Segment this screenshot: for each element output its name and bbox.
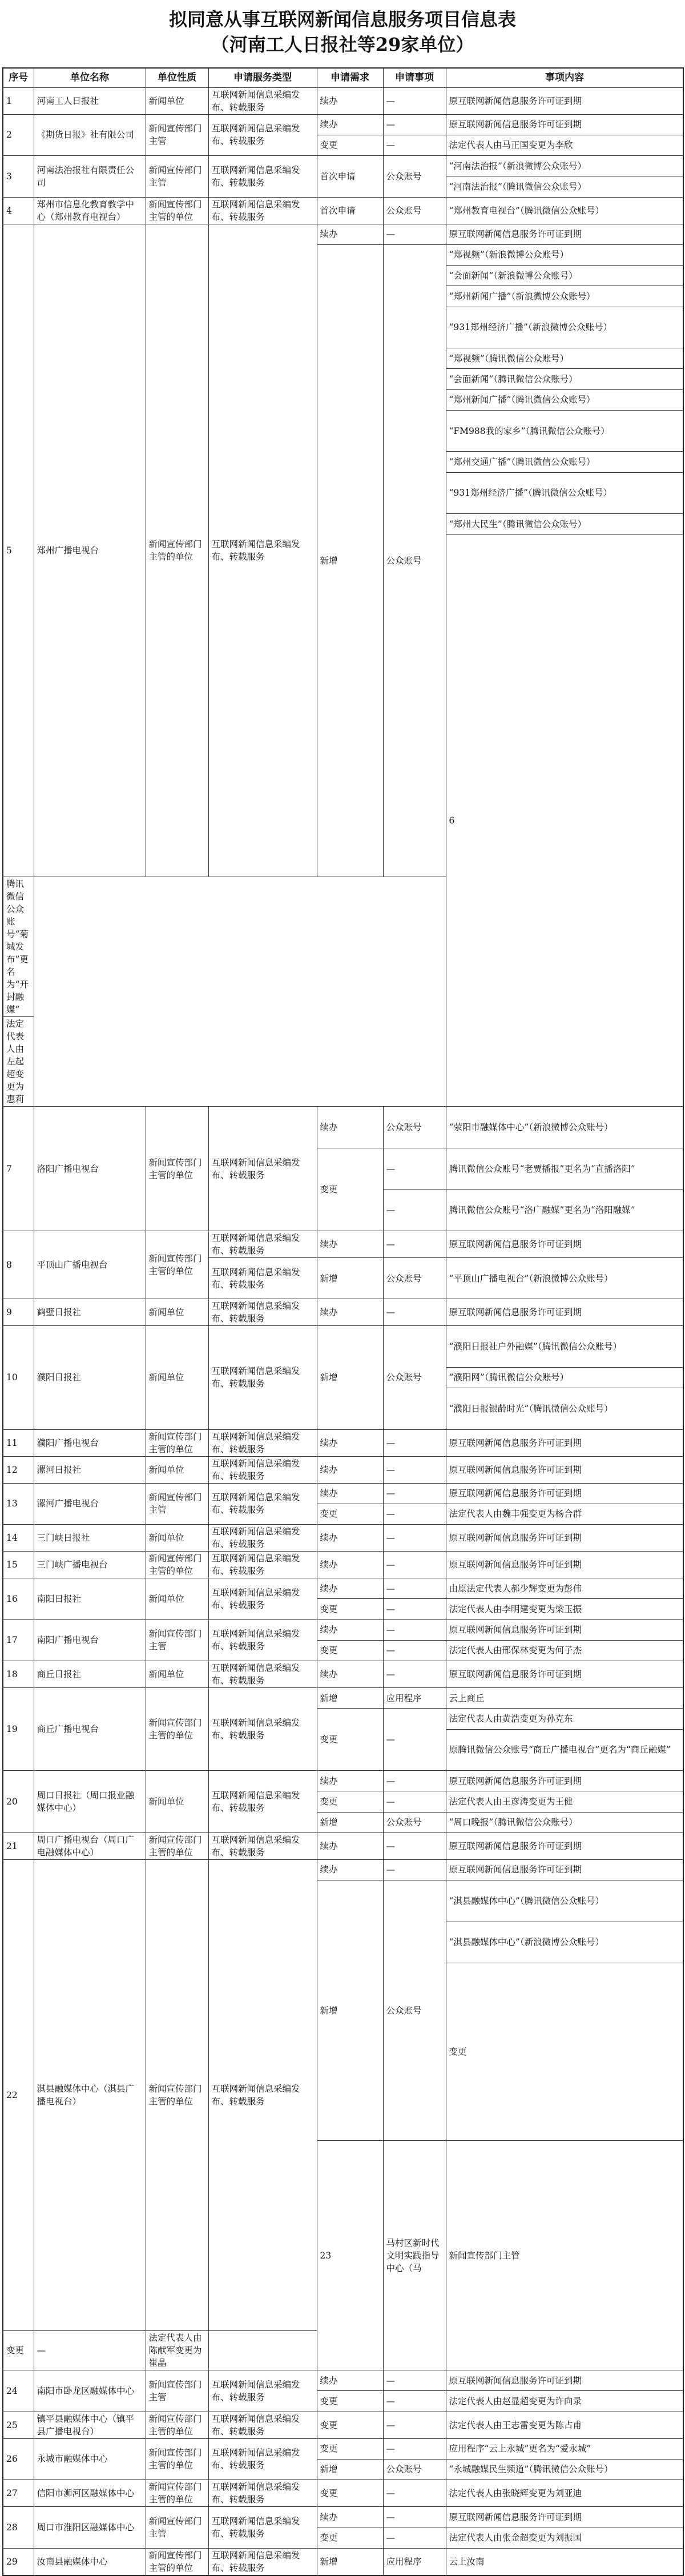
table-cell: 变更 [317,1709,383,1771]
table-cell: 应用程序“云上永城”更名为“爱永城” [446,2438,683,2459]
table-cell: — [383,2438,446,2459]
table-cell: 变更 [317,1599,383,1619]
table-cell: 新闻宣传部门主管 [146,1619,208,1661]
table-cell: 续办 [317,1483,383,1504]
table-cell: 新闻单位 [146,1299,208,1326]
table-cell: 法定代表人由陈献军变更为崔晶 [146,2331,208,2370]
table-cell: 新闻宣传部门主管的单位 [146,224,208,877]
table-cell: 续办 [317,2370,383,2391]
table-row [3,1456,683,1483]
table-cell: 续办 [317,1552,383,1578]
table-row [3,1231,683,1257]
table-cell: 续办 [317,1661,383,1688]
table-cell: 原腾讯微信公众账号“商丘广播电视台”更名为“商丘融媒” [446,1729,683,1771]
table-cell: 法定代表人由魏丰强变更为杨合群 [446,1504,683,1524]
table-cell: 郑州市信息化教育教学中心（郑州教育电视台） [34,197,146,224]
table-cell: 互联网新闻信息采编发布、转载服务 [208,1429,317,1456]
table-cell: 互联网新闻信息采编发布、转载服务 [208,1299,317,1326]
table-cell: 应用程序 [383,1688,446,1709]
table-cell: 信阳市浉河区融媒体中心 [34,2480,146,2507]
table-cell: 法定代表人由邢保林变更为何子杰 [446,1640,683,1661]
table-row [3,2480,683,2507]
table-cell: 公众账号 [383,1880,446,2141]
table-row [3,2548,683,2575]
table-cell: 22 [3,1859,34,2330]
table-cell: 互联网新闻信息采编发布、转载服务 [208,2412,317,2438]
table-cell: “平顶山广播电视台”（新浪微博公众账号） [446,1257,683,1299]
table-cell: 原互联网新闻信息服务许可证到期 [446,1832,683,1859]
table-cell: “郑州大民生”（腾讯微信公众账号） [446,514,683,535]
table-cell: — [383,1832,446,1859]
table-row [3,1771,683,1791]
table-cell: 原互联网新闻信息服务许可证到期 [446,2370,683,2391]
table-cell: 变更 [317,2412,383,2438]
table-cell: 11 [3,1429,34,1456]
table-cell: 26 [3,2438,34,2480]
table-cell: 互联网新闻信息采编发布、转载服务 [208,1525,317,1552]
table-cell: 郑州广播电视台 [34,224,146,877]
table-cell: “郑州新闻广播”（腾讯微信公众账号） [446,389,683,410]
table-row [3,1619,683,1640]
table-cell: 新闻单位 [146,87,208,114]
table-cell: 周口市淮阳区融媒体中心 [34,2507,146,2549]
table-row [3,1107,683,1148]
table-cell: “931郑州经济广播”（腾讯微信公众账号） [446,472,683,514]
table-cell: 新闻宣传部门主管的单位 [146,1107,208,1231]
table-cell: 互联网新闻信息采编发布、转载服务 [208,1661,317,1688]
table-cell: 河南法治报社有限责任公司 [34,156,146,198]
table-cell: 互联网新闻信息采编发布、转载服务 [208,2548,317,2575]
table-cell: 公众账号 [383,2459,446,2479]
document-title [0,0,685,57]
table-cell: 1 [3,87,34,114]
table-cell: — [383,1299,446,1326]
table-cell: 原互联网新闻信息服务许可证到期 [446,1299,683,1326]
table-cell: 法定代表人由张晓辉变更为刘亚迪 [446,2480,683,2507]
table-cell: 云上汝南 [446,2548,683,2575]
table-row [3,1859,683,1880]
table-cell: 7 [3,1107,34,1231]
table-cell: 新增 [317,1880,383,2141]
table-cell: 新闻单位 [146,1326,208,1429]
table-cell: 新闻宣传部门主管的单位 [146,2438,208,2480]
table-row [3,1429,683,1456]
table-cell: 10 [3,1326,34,1429]
table-cell: 17 [3,1619,34,1661]
table-cell: 20 [3,1771,34,1833]
table-cell: 互联网新闻信息采编发布、转载服务 [208,1231,317,1257]
table-cell: “郑州教育电视台”（腾讯微信公众账号） [446,197,683,224]
table-cell: 变更 [317,2438,383,2459]
header-cell: 单位名称 [34,68,146,87]
table-cell: 濮阳日报社 [34,1326,146,1429]
table-cell: 平顶山广播电视台 [34,1231,146,1299]
table-row [3,1483,683,1504]
table-cell: 法定代表人由左起超变更为惠莉 [3,1017,34,1107]
table-cell: 29 [3,2548,34,2575]
table-cell: 续办 [317,1578,383,1599]
table-cell: 12 [3,1456,34,1483]
table-cell: 由原法定代表人郝少辉变更为彭伟 [446,1578,683,1599]
table-cell: 新闻宣传部门主管的单位 [146,1231,208,1299]
table-cell: — [383,1189,446,1231]
table-cell: 互联网新闻信息采编发布、转载服务 [208,1619,317,1661]
table-cell: “河南法治报”（腾讯微信公众账号） [446,176,683,197]
table-cell: 原互联网新闻信息服务许可证到期 [446,87,683,114]
table-row [3,224,683,244]
table-cell: — [383,135,446,155]
table-row [3,1688,683,1709]
table-cell: 续办 [317,1107,383,1148]
table-cell: 新闻宣传部门主管的单位 [146,2548,208,2575]
table-cell: 互联网新闻信息采编发布、转载服务 [208,224,317,877]
table-cell: 变更 [317,2480,383,2507]
table-row [3,114,683,135]
table-cell: 新闻单位 [146,1661,208,1688]
table-cell: — [383,114,446,135]
table-cell: 腾讯微信公众账号“洛广融媒”更名为“洛阳融媒” [446,1189,683,1231]
table-cell: 新增 [317,1257,383,1299]
table-cell: 21 [3,1832,34,1859]
table-cell: 原互联网新闻信息服务许可证到期 [446,1771,683,1791]
table-row [3,1299,683,1326]
table-cell: 互联网新闻信息采编发布、转载服务 [208,1107,317,1231]
table-cell: 互联网新闻信息采编发布、转载服务 [208,1771,317,1833]
table-cell: 4 [3,197,34,224]
table-cell: — [383,1552,446,1578]
table-cell: 新闻宣传部门主管的单位 [146,197,208,224]
table-cell: 2 [3,114,34,156]
table-cell: 南阳市卧龙区融媒体中心 [34,2370,146,2412]
table-cell: 互联网新闻信息采编发布、转载服务 [208,114,317,156]
table-cell: 新闻宣传部门主管 [146,2370,208,2412]
table-cell: 马村区新时代文明实践指导中心（马 [383,2141,446,2370]
table-row [3,197,683,224]
table-cell: 互联网新闻信息采编发布、转载服务 [208,1456,317,1483]
table-cell: — [383,1640,446,1661]
table-cell: — [383,1859,446,1880]
table-cell: 6 [446,535,683,1107]
table-cell: 变更 [317,1148,383,1231]
table-row [3,87,683,114]
table-cell: 法定代表人由张金超变更为刘振国 [446,2527,683,2548]
table-row [3,2370,683,2391]
table-cell: 永城市融媒体中心 [34,2438,146,2480]
table-cell: 新闻宣传部门主管 [146,114,208,156]
table-cell: — [383,1771,446,1791]
table-cell: 新闻宣传部门主管的单位 [146,1859,208,2330]
table-cell: 互联网新闻信息采编发布、转载服务 [208,197,317,224]
table-cell: 原互联网新闻信息服务许可证到期 [446,1231,683,1257]
table-cell: “濮阳网”（腾讯微信公众账号） [446,1367,683,1388]
table-cell: “会面新闻”（新浪微博公众账号） [446,266,683,286]
header-cell: 申请服务类型 [208,68,317,87]
table-cell: 互联网新闻信息采编发布、转载服务 [208,1483,317,1525]
table-cell: 25 [3,2412,34,2438]
table-cell: 新闻宣传部门主管 [146,2507,208,2549]
table-cell: 15 [3,1552,34,1578]
table-cell: — [383,1483,446,1504]
table-cell: 法定代表人由赵显超变更为许向录 [446,2391,683,2412]
table-cell: — [383,2391,446,2412]
table-cell: 商丘广播电视台 [34,1688,146,1771]
table-cell: 云上商丘 [446,1688,683,1709]
table-cell: 新增 [317,1326,383,1429]
table-cell: “FM988我的家乡”（腾讯微信公众账号） [446,410,683,452]
table-cell: 新增 [317,244,383,877]
table-cell: 续办 [317,1619,383,1640]
table-cell: 公众账号 [383,197,446,224]
table-cell: 续办 [317,1456,383,1483]
table-cell: 互联网新闻信息采编发布、转载服务 [208,2438,317,2480]
table-cell: 周口广播电视台（周口广电融媒体中心） [34,1832,146,1859]
table-cell: 新闻宣传部门主管 [146,156,208,198]
header-cell: 申请事项 [383,68,446,87]
table-cell: 新闻宣传部门主管 [446,2141,683,2370]
table-cell: 24 [3,2370,34,2412]
table-cell: 法定代表人由马正国变更为李欣 [446,135,683,155]
table-cell: 16 [3,1578,34,1620]
table-cell: 互联网新闻信息采编发布、转载服务 [208,1326,317,1429]
table-cell: — [383,1619,446,1640]
table-cell: 原互联网新闻信息服务许可证到期 [446,1552,683,1578]
table-row [3,1578,683,1599]
table-cell: — [383,1456,446,1483]
table-cell: 新增 [317,2548,383,2575]
table-cell: 新闻单位 [146,1456,208,1483]
table-cell: 南阳日报社 [34,1578,146,1620]
table-cell: 互联网新闻信息采编发布、转载服务 [208,2480,317,2507]
table-cell: 腾讯微信公众账号“老贾播报”更名为“直播洛阳” [446,1148,683,1189]
table-cell: 漯河广播电视台 [34,1483,146,1525]
title-line-2: （河南工人日报社等29家单位） [211,34,474,55]
table-cell: 原互联网新闻信息服务许可证到期 [446,1525,683,1552]
table-cell: 变更 [317,1504,383,1524]
table-row [3,2507,683,2527]
table-cell: 原互联网新闻信息服务许可证到期 [446,1456,683,1483]
table-cell: 续办 [317,224,383,244]
table-cell: 新增 [317,2459,383,2479]
table-cell: 新闻单位 [146,1525,208,1552]
table-cell: — [383,2527,446,2548]
table-cell: “周口晚报”（腾讯微信公众账号） [446,1812,683,1832]
table-cell: 变更 [3,2331,34,2370]
title-line-1: 拟同意从事互联网新闻信息服务项目信息表 [168,9,516,30]
table-cell: “河南法治报”（新浪微博公众账号） [446,156,683,176]
table-cell: 商丘日报社 [34,1661,146,1688]
table-cell: — [383,1504,446,1524]
table-cell: 19 [3,1688,34,1771]
table-cell: — [383,2507,446,2527]
table-cell: — [34,2331,146,2370]
table-cell: — [383,224,446,244]
info-table [2,67,684,2576]
table-cell: 5 [3,224,34,877]
header-cell: 单位性质 [146,68,208,87]
table-row [3,2412,683,2438]
table-cell: — [383,1599,446,1619]
table-cell: 原互联网新闻信息服务许可证到期 [446,2507,683,2527]
table-cell: “郑视频”（新浪微博公众账号） [446,244,683,265]
table-cell: 三门峡广播电视台 [34,1552,146,1578]
table-cell: 周口日报社（周口报业融媒体中心） [34,1771,146,1833]
table-cell: 互联网新闻信息采编发布、转载服务 [208,2370,317,2412]
table-cell: 续办 [317,1231,383,1257]
table-cell: 变更 [446,1963,683,2141]
table-cell: 变更 [317,1640,383,1661]
table-cell: — [383,1709,446,1771]
table-cell: “郑州交通广播”（腾讯微信公众账号） [446,452,683,472]
table-cell: 18 [3,1661,34,1688]
table-cell: 公众账号 [383,1326,446,1429]
table-cell: 新闻宣传部门主管的单位 [146,2480,208,2507]
table-cell: “荥阳市融媒体中心”（新浪微博公众账号） [446,1107,683,1148]
table-cell: — [383,1578,446,1599]
table-cell: 28 [3,2507,34,2549]
table-cell: 公众账号 [383,244,446,877]
table-cell: 原互联网新闻信息服务许可证到期 [446,1483,683,1504]
table-cell: 变更 [317,135,383,155]
table-cell: 法定代表人由王志雷变更为陈占甫 [446,2412,683,2438]
table-cell: 互联网新闻信息采编发布、转载服务 [208,156,317,198]
header-row [3,68,683,87]
table-cell: 互联网新闻信息采编发布、转载服务 [208,1688,317,1771]
table-cell: 互联网新闻信息采编发布、转载服务 [208,2507,317,2549]
table-cell: 续办 [317,1771,383,1791]
table-cell: “濮阳日报银龄时光”（腾讯微信公众账号） [446,1388,683,1430]
table-cell: 互联网新闻信息采编发布、转载服务 [208,1257,317,1299]
table-cell: 新闻宣传部门主管的单位 [146,1552,208,1578]
table-cell: 互联网新闻信息采编发布、转载服务 [208,1832,317,1859]
table-cell: 濮阳广播电视台 [34,1429,146,1456]
table-cell: — [383,1791,446,1812]
table-row [3,1661,683,1688]
table-cell: “淇县融媒体中心”（新浪微博公众账号） [446,1922,683,1963]
table-cell: 原互联网新闻信息服务许可证到期 [446,1859,683,1880]
table-cell: 原互联网新闻信息服务许可证到期 [446,1429,683,1456]
header-cell: 申请需求 [317,68,383,87]
table-cell: 新闻宣传部门主管的单位 [146,1832,208,1859]
table-cell: — [383,1231,446,1257]
table-cell: 27 [3,2480,34,2507]
table-cell: 变更 [317,2391,383,2412]
table-cell: 原互联网新闻信息服务许可证到期 [446,1619,683,1640]
table-cell: 互联网新闻信息采编发布、转载服务 [208,87,317,114]
table-cell: 新增 [317,1812,383,1832]
table-cell: — [383,2412,446,2438]
table-cell: 新闻宣传部门主管的单位 [146,2412,208,2438]
table-cell: 法定代表人由李明建变更为梁玉振 [446,1599,683,1619]
table-cell: 汝南县融媒体中心 [34,2548,146,2575]
table-cell: 首次申请 [317,197,383,224]
table-cell: — [383,1525,446,1552]
table-cell: 公众账号 [383,156,446,198]
table-row [3,1832,683,1859]
table-cell: 13 [3,1483,34,1525]
header-cell: 事项内容 [446,68,683,87]
table-row [3,1525,683,1552]
table-cell: 新增 [317,1688,383,1709]
table-cell: “931郑州经济广播”（新浪微博公众账号） [446,307,683,348]
table-cell: 漯河日报社 [34,1456,146,1483]
table-cell: 8 [3,1231,34,1299]
table-cell: “濮阳日报社户外融媒”（腾讯微信公众账号） [446,1326,683,1368]
table-cell: 鹤壁日报社 [34,1299,146,1326]
table-cell: 镇平县融媒体中心（镇平县广播电视台） [34,2412,146,2438]
table-cell: 洛阳广播电视台 [34,1107,146,1231]
table-cell: 23 [317,2141,383,2370]
table-cell: — [383,1661,446,1688]
table-cell: 续办 [317,1429,383,1456]
table-cell: 法定代表人由王彦涛变更为王健 [446,1791,683,1812]
table-cell: — [383,1148,446,1189]
table-cell: 变更 [317,1791,383,1812]
table-cell: “永城融媒民生频道”（腾讯微信公众账号） [446,2459,683,2479]
table-cell: — [383,1429,446,1456]
table-cell: 新闻宣传部门主管 [146,1483,208,1525]
table-cell: 原互联网新闻信息服务许可证到期 [446,114,683,135]
table-cell: 应用程序 [383,2548,446,2575]
table-cell: 三门峡日报社 [34,1525,146,1552]
table-cell: 变更 [317,2527,383,2548]
table-cell: 腾讯微信公众账号“菊城发布”更名为“开封融媒” [3,877,34,1017]
table-cell: 南阳广播电视台 [34,1619,146,1661]
table-cell: “会面新闻”（腾讯微信公众账号） [446,369,683,389]
table-cell: 新闻宣传部门主管的单位 [146,1429,208,1456]
table-cell: 互联网新闻信息采编发布、转载服务 [208,1552,317,1578]
table-cell: 新闻宣传部门主管的单位 [146,1688,208,1771]
table-cell: — [383,87,446,114]
table-cell: 原互联网新闻信息服务许可证到期 [446,224,683,244]
table-cell: 公众账号 [383,1107,446,1148]
table-cell: 新闻单位 [146,1578,208,1620]
table-cell: 原互联网新闻信息服务许可证到期 [446,1661,683,1688]
table-cell: 河南工人日报社 [34,87,146,114]
table-cell: 续办 [317,87,383,114]
table-row [3,1552,683,1578]
table-cell: — [383,2370,446,2391]
table-cell: 法定代表人由黄浩变更为孙克东 [446,1709,683,1729]
table-row [3,2438,683,2459]
table-cell: “郑州新闻广播”（新浪微博公众账号） [446,286,683,307]
table-cell: 公众账号 [383,1812,446,1832]
header-cell: 序号 [3,68,34,87]
table-cell: 3 [3,156,34,198]
table-cell: 续办 [317,1832,383,1859]
table-row [3,156,683,176]
table-cell: 互联网新闻信息采编发布、转载服务 [208,1578,317,1620]
table-row [3,1326,683,1368]
table-cell: 续办 [317,114,383,135]
table-cell: 14 [3,1525,34,1552]
table-cell: 9 [3,1299,34,1326]
table-cell: 续办 [317,1525,383,1552]
table-cell: 续办 [317,1859,383,1880]
table-body [3,87,683,2575]
table-cell: 续办 [317,1299,383,1326]
table-cell: 首次申请 [317,156,383,198]
table-cell: “郑视频”（腾讯微信公众账号） [446,348,683,369]
table-cell: 续办 [317,2507,383,2527]
table-cell: “淇县融媒体中心”（腾讯微信公众账号） [446,1880,683,1922]
table-cell: 新闻单位 [146,1771,208,1833]
table-cell: 互联网新闻信息采编发布、转载服务 [208,1859,317,2330]
table-cell: 公众账号 [383,1257,446,1299]
table-cell: 《期货日报》社有限公司 [34,114,146,156]
table-cell: — [383,2480,446,2507]
table-cell: 淇县融媒体中心（淇县广播电视台） [34,1859,146,2330]
